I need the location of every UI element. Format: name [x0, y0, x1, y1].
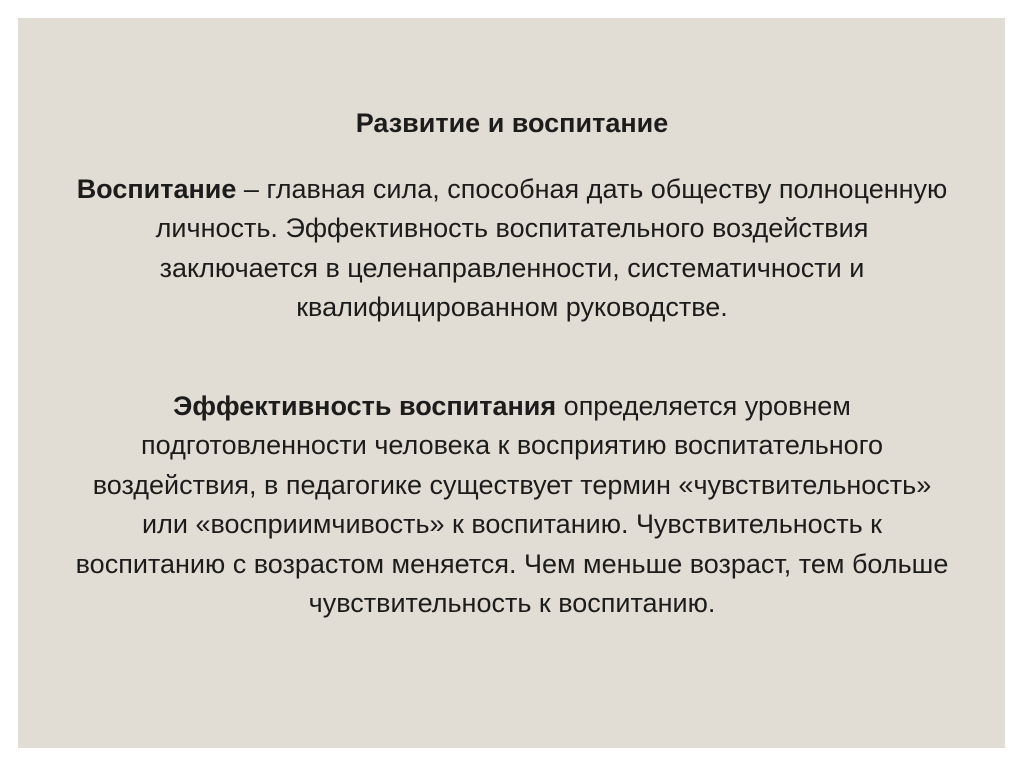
- paragraph-upbringing: [75, 170, 949, 328]
- paragraph-effectiveness: [75, 387, 949, 623]
- term-effectiveness: Эффективность воспитания: [173, 391, 557, 421]
- paragraph-effectiveness-text: определяется уровнем подготовленности человека к восприятию воспитательного воздействия, в педагогике существует термин «чувствительность» или «восприимчивость» к воспитанию. Чувствительность к воспитанию с возрастом меняется. Чем меньше возраст, тем больше чувствительность к воспитанию.: [75, 391, 949, 619]
- term-upbringing: Воспитание: [76, 174, 237, 204]
- paragraph-upbringing-text: – главная сила, способная дать обществу полноценную личность. Эффективность воспитательного воздействия заключается в целенаправленности, систематичности и квалифицированном руководстве.: [155, 174, 948, 323]
- slide-title: Развитие и воспитание: [355, 108, 669, 138]
